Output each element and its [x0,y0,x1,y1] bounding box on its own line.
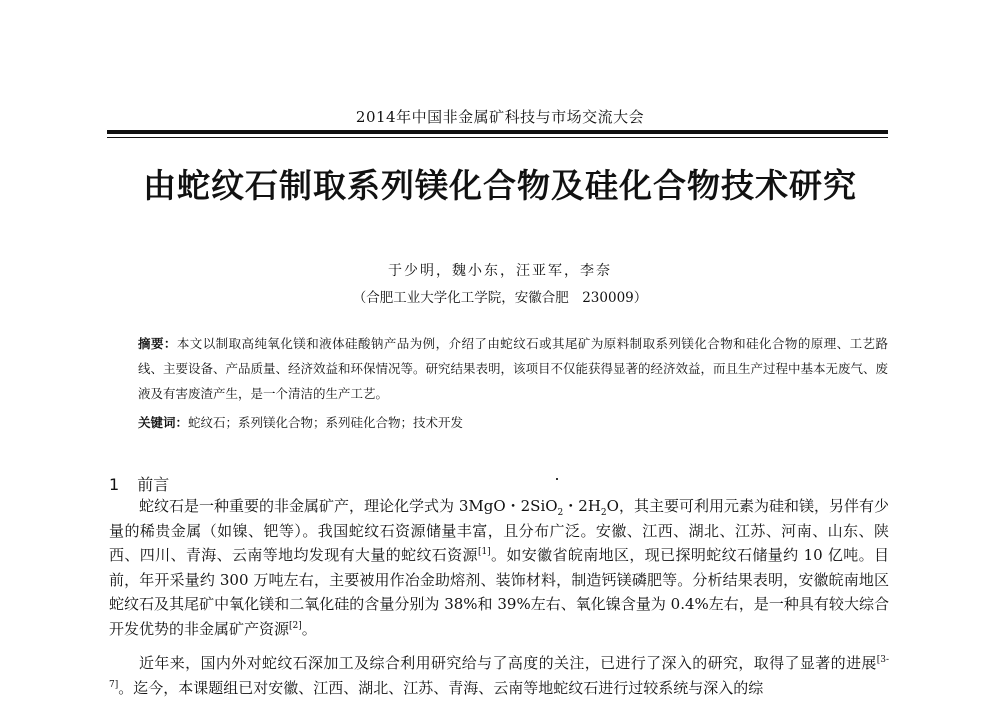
citation-ref[interactable]: [1] [477,547,491,557]
scan-speck [556,478,558,480]
para-text: 。如安徽省皖南地区，现已探明蛇纹石储量约 10 亿吨。目前，年开采量约 300 万吨左右，主要被用作冶金助熔剂、装饰材料，制造钙镁磷肥等。分析结果表明，安徽皖南地区蛇纹石及其尾矿中氧化镁和二氧化硅的含量分别为 38%和 39%左右、氧化镍含量为 0.4%左右，是一种具有较大综合开发优势的非金属矿产资源 [109,546,889,638]
abstract [138,331,888,406]
para-text: 近年来，国内外对蛇纹石深加工及综合利用研究给与了高度的关注，已进行了深入的研究，取得了显著的进展 [139,654,877,672]
citation-ref[interactable]: [3-7] [109,655,889,690]
para-text: O，其主要可利用元素为硅和镁，另伴有少量的稀贵金属（如镍、钯等）。我国蛇纹石资源储量丰富，且分布广泛。安徽、江西、湖北、江苏、河南、山东、陕西、四川、青海、云南等地均发现有大量的蛇纹石资源 [109,497,889,564]
subscript: 2 [600,508,607,518]
header-rule-thin [107,137,888,138]
para-text: 蛇纹石是一种重要的非金属矿产，理论化学式为 3MgO・2SiO [139,497,558,515]
para-text: ・2H [563,497,601,515]
subscript: 2 [557,508,564,518]
body-paragraph [109,494,889,641]
abstract-label: 摘要： [138,336,177,351]
para-text: 。 [301,619,317,638]
keywords-text: 蛇纹石；系列镁化合物；系列硅化合物；技术开发 [188,415,464,430]
para-text: 。迄今，本课题组已对安徽、江西、湖北、江苏、青海、云南等地蛇纹石进行过较系统与深入的综 [118,678,764,697]
abstract-text: 本文以制取高纯氧化镁和液体硅酸钠产品为例，介绍了由蛇纹石或其尾矿为原料制取系列镁化合物和硅化合物的原理、工艺路线、主要设备、产品质量、经济效益和环保情况等。研究结果表明，该项目不仅能获得显著的经济效益，而且生产过程中基本无废气、废液及有害废渣产生，是一个清洁的生产工艺。 [138,336,889,401]
keywords-label: 关键词： [138,415,189,430]
body-paragraph [109,651,889,700]
author-list: 于少明，魏小东，汪亚军，李奈 [388,263,612,279]
section-heading [109,472,169,495]
keywords [138,410,888,435]
paper-title: 由蛇纹石制取系列镁化合物及硅化合物技术研究 [143,166,857,205]
header-rule-thick [107,130,888,134]
citation-ref[interactable]: [2] [289,620,302,631]
section-title: 前言 [137,475,170,494]
conference-header: 2014年中国非金属矿科技与市场交流大会 [355,108,645,126]
affiliation: （合肥工业大学化工学院，安徽合肥 230009） [352,290,648,306]
section-number: 1 [109,475,120,494]
